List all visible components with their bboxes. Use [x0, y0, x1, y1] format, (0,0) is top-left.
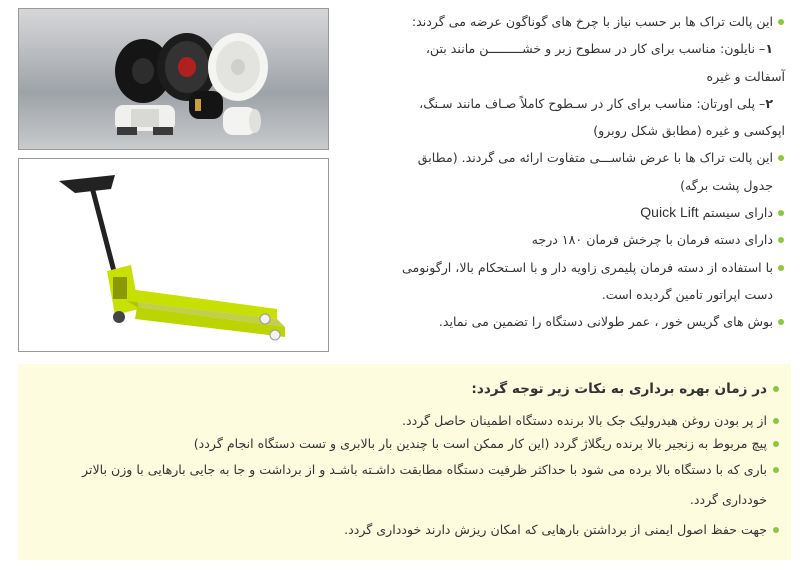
pallet-truck-illustration	[19, 159, 328, 351]
black-roller	[189, 91, 223, 119]
feature-widths-cont-text: جدول پشت برگه)	[680, 177, 773, 193]
item-text-1: – نایلون: مناسب برای کار در سطوح زبر و خشـــــــــن مانند بتن،	[425, 41, 766, 57]
item-number-1: ۱	[765, 41, 773, 57]
note-item: باری که با دستگاه بالا برده می شود با حداکثر ظرفیت دستگاه مطابقت داشـته باشـد و از برداشت و جا به جایی بارهایی با وزن بالاتر	[24, 455, 781, 485]
feature-wheel-type-1	[345, 35, 785, 62]
feature-widths-text: این پالت تراک ها با عرض شاســـی متفاوت ارائه می گردند. (مطابق	[417, 150, 773, 166]
note-item: پیچ مربوط به زنجیر بالا برنده ریگلاژ گردد (این کار ممکن است با چندین بار بالابری و تست دستگاه انجام گردد)	[24, 432, 781, 455]
feature-quick-lift	[345, 199, 785, 226]
feature-ergonomic-cont	[345, 281, 785, 308]
wheels-photo	[18, 8, 329, 150]
feature-wheel-type-1-cont	[345, 63, 785, 90]
feature-widths-cont	[345, 172, 785, 199]
quick-lift-prefix: دارای سیستم	[702, 205, 773, 221]
item-text-2: – پلی اورتان: مناسب برای کار در سـطوح کاملاً صـاف مانند سـنگ،	[419, 95, 766, 111]
feature-wheel-type-2	[345, 90, 785, 117]
truck-forks	[127, 289, 285, 340]
features-list	[345, 8, 785, 336]
feature-bushings	[345, 308, 785, 335]
pallet-truck-photo	[18, 158, 329, 352]
notes-title: در زمان بهره برداری به نکات زیر توجه گردد:	[24, 374, 781, 404]
feature-wheel-type-2-cont	[345, 117, 785, 144]
white-wheel-large	[208, 33, 268, 101]
quick-lift-name: Quick Lift	[640, 204, 699, 221]
note-item: از پر بودن روغن هیدرولیک جک بالا برنده دستگاه اطمینان حاصل گردد.	[24, 409, 781, 432]
tandem-roller	[115, 105, 175, 135]
feature-wheels-text: این پالت تراک ها بر حسب نیاز با چرخ های گوناگون عرضه می گردند:	[411, 14, 773, 29]
feature-wheels	[345, 8, 785, 35]
item-text-2-cont: اپوکسی و غیره (مطابق شکل روبرو)	[593, 123, 785, 139]
white-roller	[223, 107, 261, 135]
feature-handle	[345, 226, 785, 253]
note-item: جهت حفظ اصول ایمنی از برداشتن بارهایی که امکان ریزش دارند خودداری گردد.	[24, 515, 781, 545]
feature-ergonomic-text: با استفاده از دسته فرمان پلیمری زاویه دار و با اسـتحکام بالا، ارگونومی	[401, 259, 773, 275]
feature-ergonomic	[345, 254, 785, 281]
feature-widths	[345, 144, 785, 171]
note-item-cont: خودداری گردد.	[689, 492, 767, 507]
item-text-1-cont: آسفالت و غیره	[706, 68, 785, 84]
feature-handle-text: دارای دسته فرمان با چرخش فرمان ۱۸۰ درجه	[531, 232, 773, 248]
feature-ergonomic-cont-text: دست اپراتور تامین گردیده است.	[601, 286, 773, 302]
feature-bushings-text: بوش های گریس خور ، عمر طولانی دستگاه را تضمین می نماید.	[438, 314, 773, 330]
truck-handle	[59, 175, 116, 279]
operating-notes	[18, 364, 791, 560]
wheels-illustration	[19, 9, 328, 149]
item-number-2: ۲	[765, 95, 773, 111]
